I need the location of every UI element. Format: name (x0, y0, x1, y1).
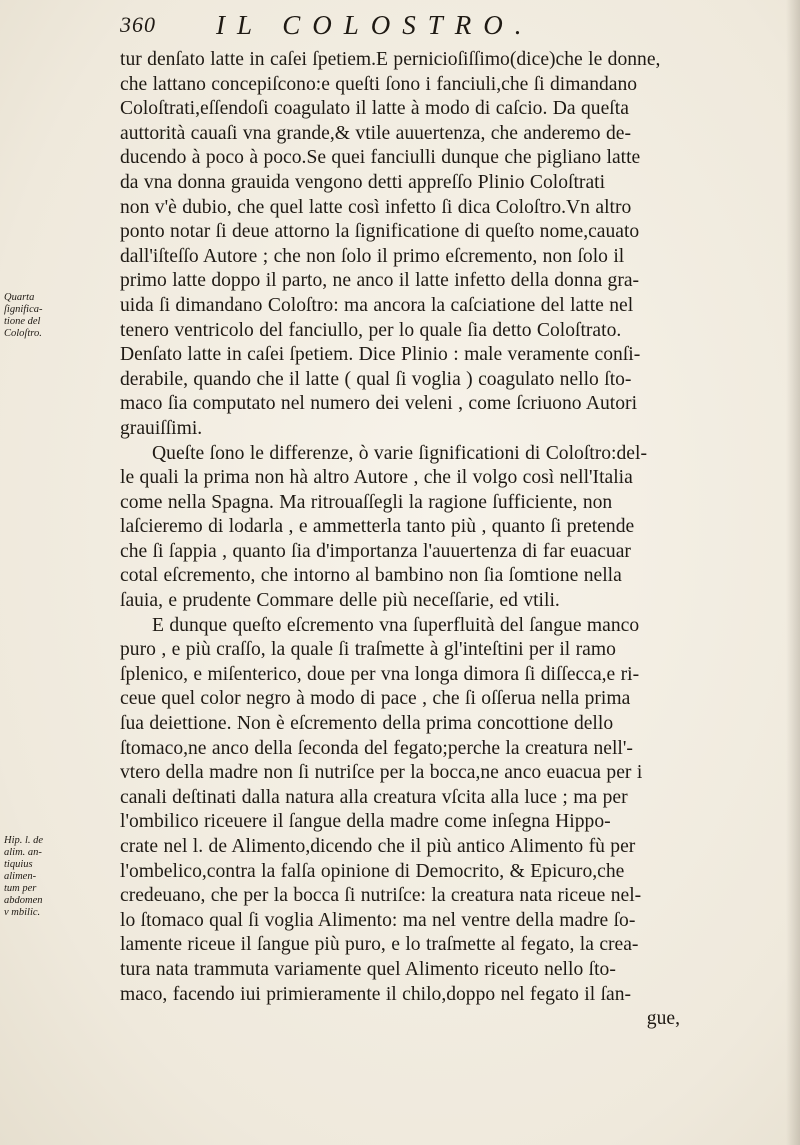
text-line: maco ſia computato nel numero dei veleni , come ſcriuono Autori (120, 393, 638, 415)
margin-note-quarta (4, 292, 70, 340)
text-line: Queſte ſono le differenze, ò varie ſignificationi di Coloſtro:del- (152, 442, 647, 464)
margin-note-line: Hip. l. de (4, 835, 44, 846)
catchword: gue, (646, 1008, 680, 1030)
text-line: Coloſtrati,eſſendoſi coagulato il latte à modo di caſcio. Da queſta (120, 98, 629, 120)
text-line: ſauia, e prudente Commare delle più neceſſarie, ed vtili. (120, 590, 560, 612)
margin-note-line: Quarta (4, 292, 35, 303)
margin-note-line: tiquius (4, 859, 33, 870)
text-line: ceue quel color negro à modo di pace , che ſi oſſerua nella prima (120, 688, 631, 710)
margin-note-line: ſignifica- (4, 304, 43, 315)
text-line: da vna donna grauida vengono detti appreſſo Plinio Coloſtrati (120, 171, 606, 193)
running-head (120, 6, 760, 46)
margin-note-line: v mbilic. (4, 907, 41, 918)
text-line: crate nel l. de Alimento,dicendo che il più antico Alimento fù per (120, 836, 636, 857)
text-line: laſcieremo di lodarla , e ammetterla tanto più , quanto ſi pretende (120, 516, 635, 538)
text-line: ſua deiettione. Non è eſcremento della prima concottione dello (120, 713, 614, 735)
margin-note-line: alimen- (4, 871, 37, 882)
text-line: l'ombelico,contra la falſa opinione di Democrito, & Epicuro,che (120, 860, 625, 882)
margin-note-line: abdomen (4, 895, 43, 906)
text-line: Denſato latte in caſei ſpetiem. Dice Plinio : male veramente conſi- (120, 344, 641, 366)
text-line: uida ſi dimandano Coloſtro: ma ancora la caſciatione del latte nel (120, 294, 634, 316)
text-line: maco, facendo iui primieramente il chilo,doppo nel fegato il ſan- (120, 983, 632, 1005)
text-line: ſplenico, e miſenterico, doue per vna longa dimora ſi diſſecca,e ri- (120, 663, 640, 685)
text-line: grauiſſimi. (120, 417, 203, 439)
running-title: IL COLOSTRO. (216, 10, 534, 40)
text-line: le quali la prima non hà altro Autore , che il volgo così nell'Italia (120, 467, 633, 489)
text-line: ducendo à poco à poco.Se quei fanciulli dunque che pigliano latte (120, 147, 641, 169)
text-line: vtero della madre non ſi nutriſce per la bocca,ne anco euacua per i (120, 762, 643, 784)
margin-note-line: tione del (4, 316, 41, 327)
text-line: lamente riceue il ſangue più puro, e lo traſmette al fegato, la crea- (120, 934, 639, 956)
text-line: tura nata trammuta variamente quel Alimento riceuto nello ſto- (120, 958, 616, 980)
text-line: che lattano concepiſcono:e queſti ſono i fanciuli,che ſi dimandano (120, 73, 638, 95)
body-text (120, 48, 770, 1032)
text-line: cotal eſcremento, che intorno al bambino non ſia ſomtione nella (120, 565, 622, 587)
text-line: che ſi ſappia , quanto ſia d'importanza l'auuertenza di far euacuar (120, 540, 631, 562)
page-number: 360 (120, 12, 156, 37)
text-line: ponto notar ſi deue attorno la ſignificatione di queſto nome,cauato (120, 221, 640, 243)
text-line: lo ſtomaco qual ſi voglia Alimento: ma nel ventre della madre ſo- (120, 909, 636, 931)
page-edge-shadow (786, 0, 800, 1145)
text-line: E dunque queſto eſcremento vna ſuperfluità del ſangue manco (152, 614, 640, 636)
text-line: tenero ventricolo del fanciullo, per lo quale ſia detto Coloſtrato. (120, 319, 622, 341)
margin-note-line: alim. an- (4, 847, 42, 858)
text-line: canali deſtinati dalla natura alla creatura vſcita alla luce ; ma per (120, 786, 628, 808)
text-line: non v'è dubio, che quel latte così infetto ſi dica Coloſtro.Vn altro (120, 196, 632, 218)
margin-note-line: Coloſtro. (4, 328, 42, 339)
text-line: tur denſato latte in caſei ſpetiem.E pernicioſiſſimo(dice)che le donne, (120, 49, 661, 70)
text-line: derabile, quando che il latte ( qual ſi voglia ) coagulato nello ſto- (120, 368, 632, 390)
margin-note-line: tum per (4, 883, 37, 894)
text-line: credeuano, che per la bocca ſi nutriſce: la creatura nata riceue nel- (120, 885, 642, 907)
text-line: come nella Spagna. Ma ritrouaſſegli la ragione ſufficiente, non (120, 491, 613, 513)
text-line: ſtomaco,ne anco della ſeconda del fegato;perche la creatura nell'- (120, 737, 633, 759)
text-line: puro , e più craſſo, la quale ſi traſmette à gl'inteſtini per il ramo (120, 639, 616, 661)
text-line: primo latte doppo il parto, ne anco il latte infetto della donna gra- (120, 270, 640, 292)
margin-note-hippocrates (4, 835, 70, 919)
text-line: auttorità cauaſi vna grande,& vtile auuertenza, che anderemo de- (120, 122, 632, 144)
text-line: l'ombilico riceuere il ſangue della madre come inſegna Hippo- (120, 811, 611, 833)
text-line: dall'iſteſſo Autore ; che non ſolo il primo eſcremento, non ſolo il (120, 245, 625, 267)
